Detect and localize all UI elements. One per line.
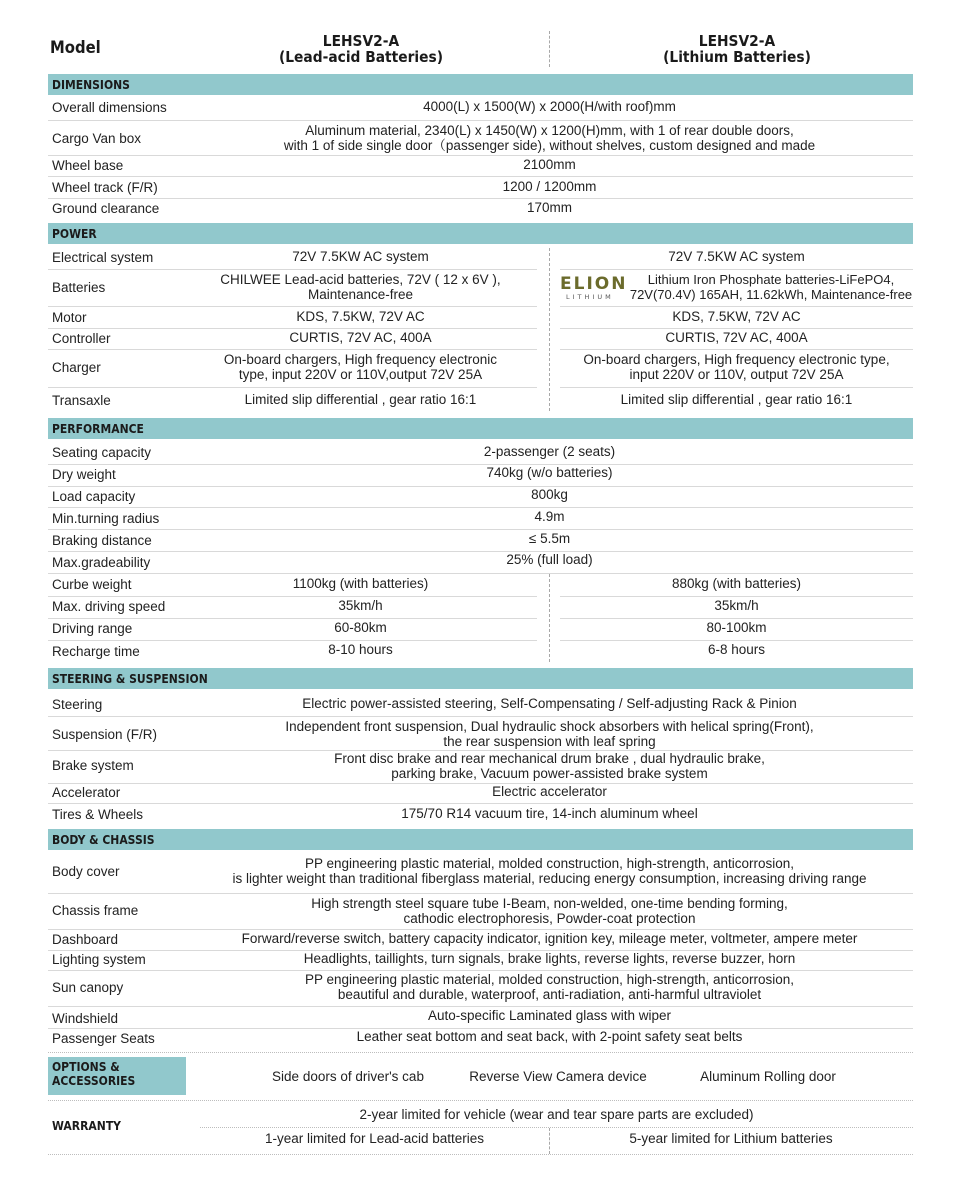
value-dry-weight: 740kg (w/o batteries) xyxy=(486,465,613,480)
column-divider-power xyxy=(549,248,550,411)
value-motor-lead: KDS, 7.5KW, 72V AC xyxy=(296,309,425,324)
value-chassis-frame: High strength steel square tube I-Beam, non-welded, one-time bending forming, cathodic electrophoresis, Powder-coat protection xyxy=(311,896,788,926)
row-label-curbe-weight: Curbe weight xyxy=(52,577,132,592)
row-divider xyxy=(48,716,913,717)
lead-acid-battery-type: (Lead-acid Batteries) xyxy=(278,48,444,66)
value-warranty-vehicle: 2-year limited for vehicle (wear and tear spare parts are excluded) xyxy=(359,1107,754,1122)
row-label-transaxle: Transaxle xyxy=(52,393,111,408)
row-divider xyxy=(48,464,913,465)
row-label-gradeability: Max.gradeability xyxy=(52,555,151,570)
value-wheel-base: 2100mm xyxy=(523,157,576,172)
row-divider xyxy=(48,529,913,530)
row-label-wheel-track: Wheel track (F/R) xyxy=(52,180,158,195)
value-body-cover: PP engineering plastic material, molded construction, high-strength, anticorrosion, is lighter weight than traditional fiberglass material, reducing energy consumption, increasing driving range xyxy=(232,856,867,886)
value-curbe-lithium: 880kg (with batteries) xyxy=(671,576,802,591)
lead-acid-model-name: LEHSV2-A xyxy=(322,32,400,50)
value-warranty-lead: 1-year limited for Lead-acid batteries xyxy=(264,1131,485,1146)
row-divider xyxy=(560,328,913,329)
value-brake-system: Front disc brake and rear mechanical drum brake , dual hydraulic brake, parking brake, Vacuum power-assisted brake system xyxy=(334,751,765,781)
option-rolling-door: Aluminum Rolling door xyxy=(700,1069,836,1084)
row-divider xyxy=(48,640,537,641)
row-divider xyxy=(48,349,537,350)
logo-subword: LITHIUM xyxy=(566,293,614,301)
row-divider xyxy=(48,970,913,971)
value-electrical-lithium: 72V 7.5KW AC system xyxy=(668,249,805,264)
row-label-windshield: Windshield xyxy=(52,1011,119,1026)
row-divider xyxy=(48,551,913,552)
value-braking-distance: ≤ 5.5m xyxy=(528,531,571,546)
row-divider xyxy=(48,1154,913,1155)
row-label-passenger-seats: Passenger Seats xyxy=(52,1031,155,1046)
value-recharge-lead: 8-10 hours xyxy=(328,642,393,657)
row-divider xyxy=(48,1100,913,1101)
row-label-controller: Controller xyxy=(52,331,111,346)
row-divider xyxy=(560,596,913,597)
value-warranty-lithium: 5-year limited for Lithium batteries xyxy=(629,1131,833,1146)
row-label-chassis-frame: Chassis frame xyxy=(52,903,139,918)
option-side-doors: Side doors of driver's cab xyxy=(272,1069,424,1084)
row-label-cargo-van-box: Cargo Van box xyxy=(52,131,142,146)
row-label-dashboard: Dashboard xyxy=(52,932,119,947)
value-passenger-seats: Leather seat bottom and seat back, with 2-point safety seat belts xyxy=(356,1029,743,1044)
value-suspension: Independent front suspension, Dual hydraulic shock absorbers with helical spring(Front), the rear suspension with leaf spring xyxy=(285,719,814,749)
value-batteries-lead: CHILWEE Lead-acid batteries, 72V ( 12 x 6V ), Maintenance-free xyxy=(220,272,501,302)
value-charger-lithium: On-board chargers, High frequency electronic type, input 220V or 110V, output 72V 25A xyxy=(583,352,890,382)
row-divider xyxy=(48,1006,913,1007)
section-options-accessories: OPTIONS & ACCESSORIES xyxy=(48,1057,186,1095)
row-label-accelerator: Accelerator xyxy=(52,785,121,800)
value-transaxle-lead: Limited slip differential , gear ratio 16:1 xyxy=(244,392,477,407)
value-charger-lead: On-board chargers, High frequency electronic type, input 220V or 110V,output 72V 25A xyxy=(223,352,498,382)
row-divider xyxy=(48,198,913,199)
section-performance: PERFORMANCE xyxy=(48,418,913,439)
row-label-braking-distance: Braking distance xyxy=(52,533,152,548)
row-label-motor: Motor xyxy=(52,310,87,325)
header-divider xyxy=(549,31,550,67)
value-tires-wheels: 175/70 R14 vacuum tire, 14-inch aluminum wheel xyxy=(401,806,698,821)
section-power: POWER xyxy=(48,223,913,244)
row-label-recharge-time: Recharge time xyxy=(52,644,140,659)
lithium-model-name: LEHSV2-A xyxy=(698,32,776,50)
value-wheel-track: 1200 / 1200mm xyxy=(502,179,597,194)
spec-sheet xyxy=(48,0,913,1177)
value-recharge-lithium: 6-8 hours xyxy=(707,642,766,657)
row-label-sun-canopy: Sun canopy xyxy=(52,980,124,995)
row-label-batteries: Batteries xyxy=(52,280,106,295)
value-load-capacity: 800kg xyxy=(531,487,568,502)
value-gradeability: 25% (full load) xyxy=(506,552,593,567)
row-divider xyxy=(48,507,913,508)
value-motor-lithium: KDS, 7.5KW, 72V AC xyxy=(672,309,801,324)
lithium-column-heading xyxy=(631,33,843,65)
row-label-overall-dimensions: Overall dimensions xyxy=(52,100,167,115)
row-label-load-capacity: Load capacity xyxy=(52,489,136,504)
row-label-driving-range: Driving range xyxy=(52,621,133,636)
value-curbe-lead: 1100kg (with batteries) xyxy=(292,576,429,591)
row-divider xyxy=(48,486,913,487)
row-divider xyxy=(48,328,537,329)
row-divider xyxy=(560,640,913,641)
value-ground-clearance: 170mm xyxy=(526,200,572,215)
row-label-wheel-base: Wheel base xyxy=(52,158,124,173)
row-divider xyxy=(48,893,913,894)
option-reverse-camera: Reverse View Camera device xyxy=(469,1069,647,1084)
row-label-charger: Charger xyxy=(52,360,101,375)
row-divider xyxy=(48,929,913,930)
row-divider xyxy=(48,306,537,307)
row-label-brake-system: Brake system xyxy=(52,758,134,773)
value-electrical-lead: 72V 7.5KW AC system xyxy=(292,249,429,264)
value-range-lead: 60-80km xyxy=(334,620,387,635)
row-divider xyxy=(48,803,913,804)
row-divider xyxy=(48,269,537,270)
row-divider xyxy=(560,618,913,619)
row-divider xyxy=(48,155,913,156)
value-sun-canopy: PP engineering plastic material, molded construction, high-strength, anticorrosion, beautiful and durable, waterproof, anti-radiation, anti-harmful ultraviolet xyxy=(304,972,794,1002)
row-divider xyxy=(560,306,913,307)
row-divider xyxy=(48,387,537,388)
row-divider xyxy=(560,269,913,270)
value-turning-radius: 4.9m xyxy=(534,509,565,524)
lead-acid-column-heading xyxy=(255,33,467,65)
row-label-suspension: Suspension (F/R) xyxy=(52,727,158,742)
row-label-driving-speed: Max. driving speed xyxy=(52,599,166,614)
row-divider xyxy=(200,1127,913,1128)
value-overall-dimensions: 4000(L) x 1500(W) x 2000(H/with roof)mm xyxy=(423,99,676,114)
row-label-ground-clearance: Ground clearance xyxy=(52,201,160,216)
section-steering-suspension: STEERING & SUSPENSION xyxy=(48,668,913,689)
row-divider xyxy=(48,573,913,574)
row-divider xyxy=(48,1052,913,1053)
row-label-dry-weight: Dry weight xyxy=(52,467,116,482)
row-divider xyxy=(560,349,913,350)
logo-word: ELION xyxy=(560,274,628,294)
row-divider xyxy=(48,618,537,619)
row-label-electrical-system: Electrical system xyxy=(52,250,154,265)
value-range-lithium: 80-100km xyxy=(706,620,767,635)
value-accelerator: Electric accelerator xyxy=(492,784,607,799)
value-steering: Electric power-assisted steering, Self-Compensating / Self-adjusting Rack & Pinion xyxy=(302,696,797,711)
row-divider xyxy=(48,596,537,597)
row-divider xyxy=(48,120,913,121)
value-transaxle-lithium: Limited slip differential , gear ratio 16:1 xyxy=(620,392,853,407)
row-label-lighting-system: Lighting system xyxy=(52,952,146,967)
value-controller-lithium: CURTIS, 72V AC, 400A xyxy=(665,330,808,345)
row-label-tires-wheels: Tires & Wheels xyxy=(52,807,144,822)
value-lighting-system: Headlights, taillights, turn signals, brake lights, reverse lights, reverse buzzer, horn xyxy=(303,951,796,966)
value-cargo-van-box: Aluminum material, 2340(L) x 1450(W) x 1200(H)mm, with 1 of rear double doors, with 1 of side single door（passenger side), without shelves, custom designed and made xyxy=(283,123,816,153)
value-seating-capacity: 2-passenger (2 seats) xyxy=(483,444,616,459)
row-label-body-cover: Body cover xyxy=(52,864,120,879)
value-windshield: Auto-specific Laminated glass with wiper xyxy=(427,1008,672,1023)
row-divider xyxy=(48,783,913,784)
value-speed-lead: 35km/h xyxy=(338,598,383,613)
value-dashboard: Forward/reverse switch, battery capacity indicator, ignition key, mileage meter, voltmeter, ampere meter xyxy=(241,931,858,946)
column-divider-performance xyxy=(549,574,550,662)
section-body-chassis: BODY & CHASSIS xyxy=(48,829,913,850)
value-controller-lead: CURTIS, 72V AC, 400A xyxy=(289,330,432,345)
row-label-steering: Steering xyxy=(52,697,103,712)
section-dimensions: DIMENSIONS xyxy=(48,74,913,95)
lithium-battery-type: (Lithium Batteries) xyxy=(663,48,811,66)
row-divider xyxy=(560,387,913,388)
section-warranty: WARRANTY xyxy=(52,1119,122,1133)
row-divider xyxy=(48,176,913,177)
elion-lithium-logo xyxy=(560,276,626,302)
value-speed-lithium: 35km/h xyxy=(714,598,759,613)
value-batteries-lithium: Lithium Iron Phosphate batteries-LiFePO4, 72V(70.4V) 165AH, 11.62kWh, Maintenance-free xyxy=(629,272,913,302)
row-label-seating-capacity: Seating capacity xyxy=(52,445,152,460)
model-heading: Model xyxy=(50,38,101,57)
row-label-turning-radius: Min.turning radius xyxy=(52,511,160,526)
